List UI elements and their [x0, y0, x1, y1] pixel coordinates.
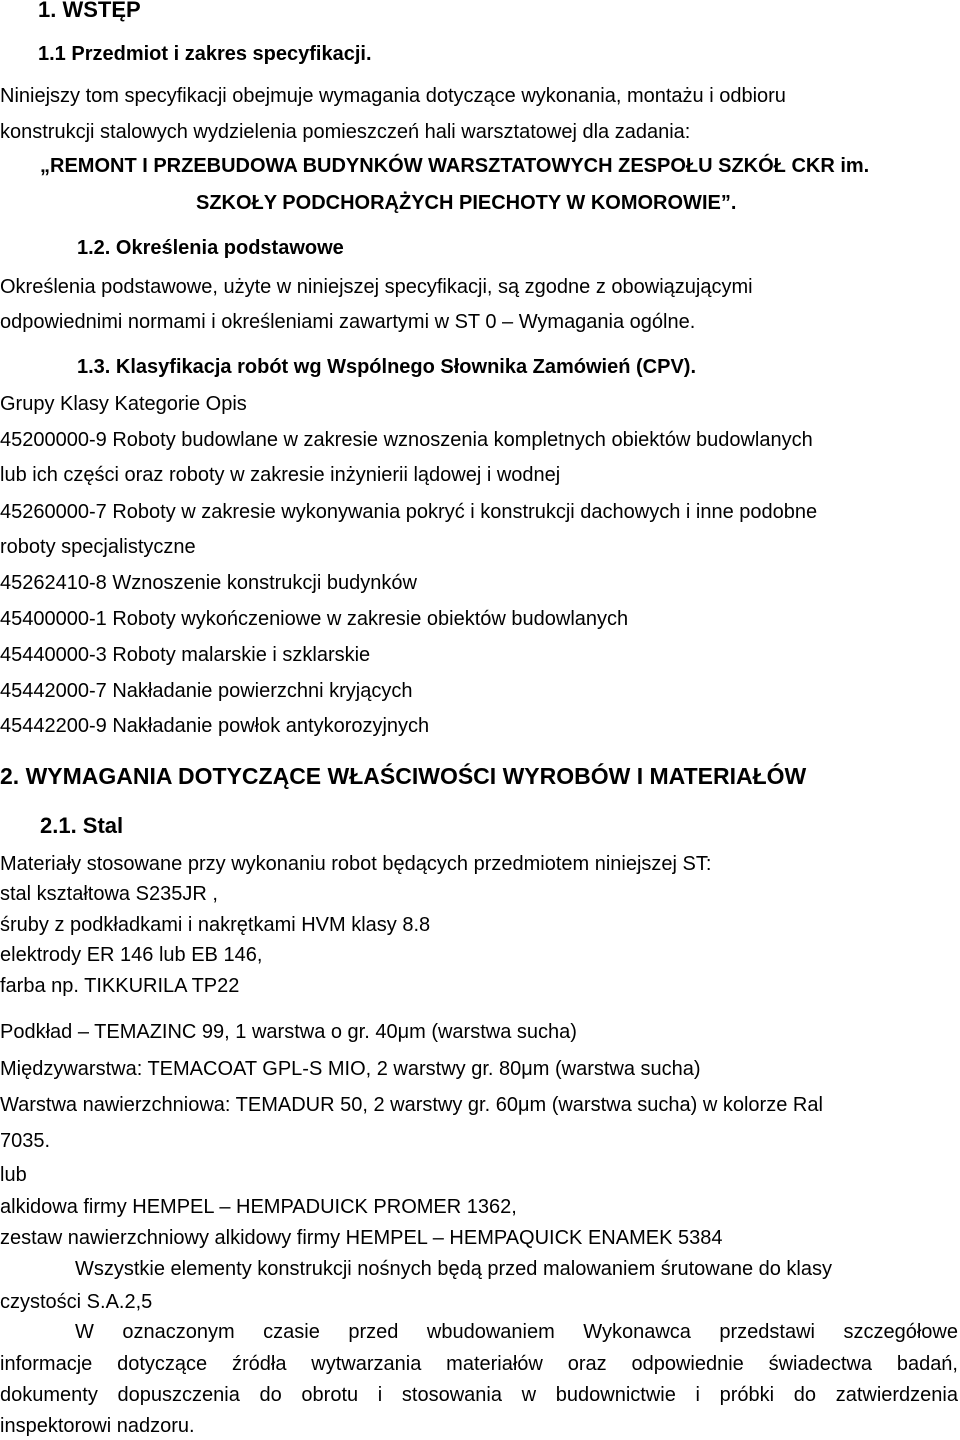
- paragraph-line: W oznaczonym czasie przed wbudowaniem Wykonawca przedstawi szczegółowe: [75, 1321, 958, 1343]
- paragraph-line: Wszystkie elementy konstrukcji nośnych będą przed malowaniem śrutowane do klasy: [75, 1258, 833, 1280]
- project-title-line: SZKOŁY PODCHORĄŻYCH PIECHOTY W KOMOROWIE”.: [196, 192, 737, 214]
- project-title-line: „REMONT I PRZEBUDOWA BUDYNKÓW WARSZTATOWYCH ZESPOŁU SZKÓŁ CKR im.: [40, 155, 870, 177]
- cpv-table-header: Grupy Klasy Kategorie Opis: [0, 393, 247, 415]
- paragraph-line: dokumenty dopuszczenia do obrotu i stosowania w budownictwie i próbki do zatwierdzenia: [0, 1384, 958, 1406]
- cpv-line: 45260000-7 Roboty w zakresie wykonywania pokryć i konstrukcji dachowych i inne podobne: [0, 501, 818, 523]
- coating-line: zestaw nawierzchniowy alkidowy firmy HEMPEL – HEMPAQUICK ENAMEK 5384: [0, 1227, 723, 1249]
- section-1-heading: 1. WSTĘP: [38, 0, 141, 22]
- section-2-heading: 2. WYMAGANIA DOTYCZĄCE WŁAŚCIWOŚCI WYROBÓW I MATERIAŁÓW: [0, 763, 807, 789]
- paragraph-line: informacje dotyczące źródła wytwarzania materiałów oraz odpowiednie świadectwa badań,: [0, 1353, 958, 1375]
- coating-line: alkidowa firmy HEMPEL – HEMPADUICK PROMER 1362,: [0, 1196, 517, 1218]
- subsection-1-3-heading: 1.3. Klasyfikacja robót wg Wspólnego Słownika Zamówień (CPV).: [77, 356, 697, 378]
- cpv-line: 45442200-9 Nakładanie powłok antykorozyjnych: [0, 715, 430, 737]
- coating-line: Podkład – TEMAZINC 99, 1 warstwa o gr. 40μm (warstwa sucha): [0, 1021, 577, 1043]
- paragraph-line: Określenia podstawowe, użyte w niniejszej specyfikacji, są zgodne z obowiązującymi: [0, 276, 753, 298]
- cpv-line: roboty specjalistyczne: [0, 536, 196, 558]
- paragraph-line: Niniejszy tom specyfikacji obejmuje wymagania dotyczące wykonania, montażu i odbioru: [0, 85, 786, 107]
- coating-line: Warstwa nawierzchniowa: TEMADUR 50, 2 warstwy gr. 60μm (warstwa sucha) w kolorze Ral: [0, 1094, 823, 1116]
- materials-line: Materiały stosowane przy wykonaniu robot będących przedmiotem niniejszej ST:: [0, 853, 712, 875]
- cpv-line: 45262410-8 Wznoszenie konstrukcji budynków: [0, 572, 417, 594]
- cpv-line: lub ich części oraz roboty w zakresie inżynierii lądowej i wodnej: [0, 464, 561, 486]
- cpv-line: 45400000-1 Roboty wykończeniowe w zakresie obiektów budowlanych: [0, 608, 629, 630]
- paragraph-line: inspektorowi nadzoru.: [0, 1415, 195, 1437]
- materials-line: farba np. TIKKURILA TP22: [0, 975, 240, 997]
- materials-line: stal kształtowa S235JR ,: [0, 883, 218, 905]
- subsection-1-1-heading: 1.1 Przedmiot i zakres specyfikacji.: [38, 43, 372, 65]
- subsection-1-2-heading: 1.2. Określenia podstawowe: [77, 237, 344, 259]
- cpv-line: 45442000-7 Nakładanie powierzchni kryjących: [0, 680, 413, 702]
- paragraph-line: konstrukcji stalowych wydzielenia pomieszczeń hali warsztatowej dla zadania:: [0, 121, 691, 143]
- paragraph-line: odpowiednimi normami i określeniami zawartymi w ST 0 – Wymagania ogólne.: [0, 311, 696, 333]
- coating-line: lub: [0, 1164, 27, 1186]
- coating-line: 7035.: [0, 1130, 51, 1152]
- subsection-2-1-heading: 2.1. Stal: [40, 813, 124, 838]
- coating-line: Międzywarstwa: TEMACOAT GPL-S MIO, 2 warstwy gr. 80μm (warstwa sucha): [0, 1058, 701, 1080]
- cpv-line: 45440000-3 Roboty malarskie i szklarskie: [0, 644, 371, 666]
- cpv-line: 45200000-9 Roboty budowlane w zakresie wznoszenia kompletnych obiektów budowlanych: [0, 429, 813, 451]
- materials-line: elektrody ER 146 lub EB 146,: [0, 944, 263, 966]
- materials-line: śruby z podkładkami i nakrętkami HVM klasy 8.8: [0, 914, 431, 936]
- paragraph-line: czystości S.A.2,5: [0, 1291, 153, 1313]
